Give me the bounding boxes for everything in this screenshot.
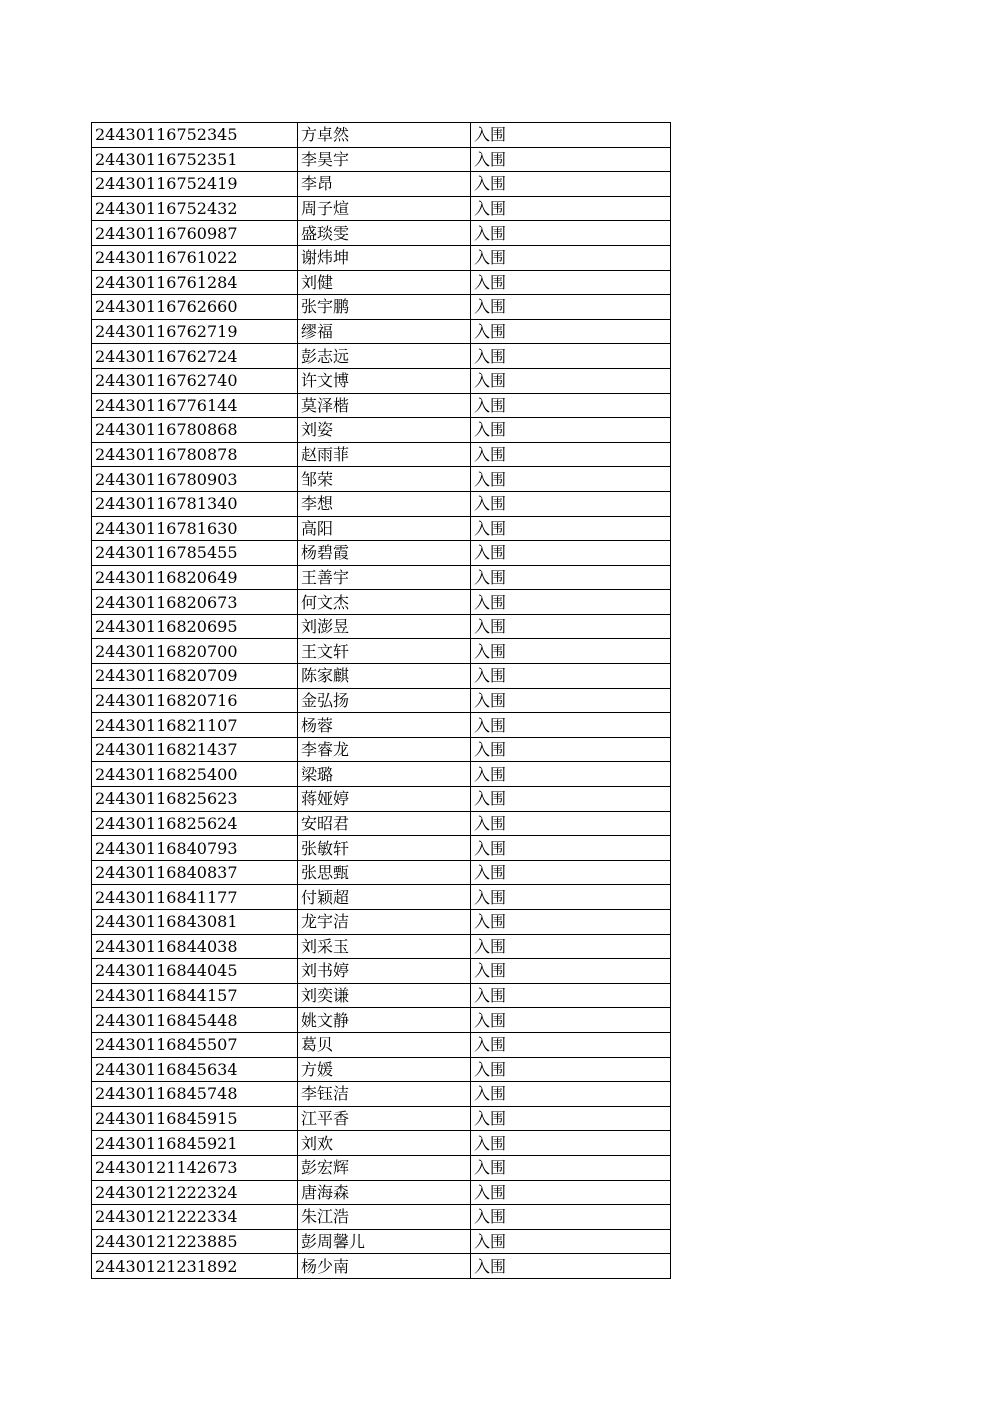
- candidate-name-cell: 周子煊: [298, 196, 471, 221]
- candidate-status-cell: 入围: [471, 1008, 671, 1033]
- table-row: [92, 713, 671, 738]
- candidate-id-cell: 24430116844157: [92, 983, 298, 1008]
- candidate-status-cell: 入围: [471, 910, 671, 935]
- candidate-status-cell: 入围: [471, 639, 671, 664]
- candidate-name-cell: 莫泽楷: [298, 393, 471, 418]
- table-row: [92, 172, 671, 197]
- table-row: [92, 836, 671, 861]
- candidate-id-cell: 24430116821437: [92, 737, 298, 762]
- candidate-status-cell: 入围: [471, 934, 671, 959]
- candidate-id-cell: 24430116841177: [92, 885, 298, 910]
- candidate-id-cell: 24430116762719: [92, 319, 298, 344]
- table-row: [92, 934, 671, 959]
- candidate-status-cell: 入围: [471, 713, 671, 738]
- candidate-id-cell: 24430116762660: [92, 295, 298, 320]
- candidate-id-cell: 24430116820673: [92, 590, 298, 615]
- candidate-name-cell: 刘欢: [298, 1131, 471, 1156]
- candidate-id-cell: 24430116845921: [92, 1131, 298, 1156]
- candidate-id-cell: 24430116845915: [92, 1106, 298, 1131]
- candidate-id-cell: 24430116825400: [92, 762, 298, 787]
- candidate-name-cell: 陈家麒: [298, 664, 471, 689]
- candidate-id-cell: 24430116825624: [92, 811, 298, 836]
- candidate-id-cell: 24430116844038: [92, 934, 298, 959]
- candidate-id-cell: 24430121142673: [92, 1155, 298, 1180]
- candidate-id-cell: 24430116845634: [92, 1057, 298, 1082]
- candidate-id-cell: 24430116762724: [92, 344, 298, 369]
- table-row: [92, 885, 671, 910]
- table-row: [92, 1057, 671, 1082]
- table-row: [92, 688, 671, 713]
- table-row: [92, 1205, 671, 1230]
- candidate-status-cell: 入围: [471, 491, 671, 516]
- candidate-name-cell: 刘书婷: [298, 959, 471, 984]
- candidate-status-cell: 入围: [471, 590, 671, 615]
- candidate-status-cell: 入围: [471, 885, 671, 910]
- candidate-id-cell: 24430116780868: [92, 418, 298, 443]
- candidate-status-cell: 入围: [471, 1254, 671, 1279]
- candidate-name-cell: 刘采玉: [298, 934, 471, 959]
- candidate-id-cell: 24430116845748: [92, 1082, 298, 1107]
- candidate-id-cell: 24430116785455: [92, 541, 298, 566]
- table-row: [92, 1082, 671, 1107]
- candidate-id-cell: 24430116825623: [92, 787, 298, 812]
- candidate-status-cell: 入围: [471, 368, 671, 393]
- candidate-id-cell: 24430116752351: [92, 147, 298, 172]
- table-row: [92, 467, 671, 492]
- table-row: [92, 541, 671, 566]
- candidate-status-cell: 入围: [471, 737, 671, 762]
- candidate-name-cell: 王文轩: [298, 639, 471, 664]
- candidate-name-cell: 朱江浩: [298, 1205, 471, 1230]
- candidate-name-cell: 李钰洁: [298, 1082, 471, 1107]
- candidate-name-cell: 付颖超: [298, 885, 471, 910]
- candidate-name-cell: 刘姿: [298, 418, 471, 443]
- candidate-name-cell: 彭志远: [298, 344, 471, 369]
- candidate-id-cell: 24430121231892: [92, 1254, 298, 1279]
- table-row: [92, 1254, 671, 1279]
- candidate-name-cell: 姚文静: [298, 1008, 471, 1033]
- candidate-status-cell: 入围: [471, 565, 671, 590]
- candidate-name-cell: 王善宇: [298, 565, 471, 590]
- candidate-name-cell: 张思甄: [298, 860, 471, 885]
- candidate-name-cell: 杨碧霞: [298, 541, 471, 566]
- candidate-status-cell: 入围: [471, 1082, 671, 1107]
- candidate-name-cell: 彭周馨儿: [298, 1229, 471, 1254]
- table-row: [92, 787, 671, 812]
- candidate-name-cell: 安昭君: [298, 811, 471, 836]
- table-row: [92, 147, 671, 172]
- candidate-status-cell: 入围: [471, 393, 671, 418]
- candidate-name-cell: 李昊宇: [298, 147, 471, 172]
- table-row: [92, 664, 671, 689]
- table-row: [92, 393, 671, 418]
- candidate-status-cell: 入围: [471, 787, 671, 812]
- candidate-name-cell: 彭宏辉: [298, 1155, 471, 1180]
- candidate-name-cell: 缪福: [298, 319, 471, 344]
- table-row: [92, 910, 671, 935]
- candidate-name-cell: 许文博: [298, 368, 471, 393]
- table-row: [92, 959, 671, 984]
- candidate-name-cell: 杨少南: [298, 1254, 471, 1279]
- candidate-name-cell: 李睿龙: [298, 737, 471, 762]
- table-row: [92, 516, 671, 541]
- candidate-status-cell: 入围: [471, 983, 671, 1008]
- candidate-id-cell: 24430116821107: [92, 713, 298, 738]
- candidate-status-cell: 入围: [471, 1131, 671, 1156]
- candidate-name-cell: 赵雨菲: [298, 442, 471, 467]
- candidate-name-cell: 李想: [298, 491, 471, 516]
- candidate-name-cell: 唐海森: [298, 1180, 471, 1205]
- table-row: [92, 1180, 671, 1205]
- candidate-id-cell: 24430116840837: [92, 860, 298, 885]
- table-row: [92, 983, 671, 1008]
- candidate-status-cell: 入围: [471, 1180, 671, 1205]
- candidate-name-cell: 张敏轩: [298, 836, 471, 861]
- table-row: [92, 344, 671, 369]
- candidate-id-cell: 24430116776144: [92, 393, 298, 418]
- candidate-id-cell: 24430116820709: [92, 664, 298, 689]
- candidate-name-cell: 方媛: [298, 1057, 471, 1082]
- candidate-status-cell: 入围: [471, 836, 671, 861]
- candidate-status-cell: 入围: [471, 860, 671, 885]
- candidate-id-cell: 24430116780878: [92, 442, 298, 467]
- candidate-status-cell: 入围: [471, 172, 671, 197]
- table-row: [92, 221, 671, 246]
- candidate-status-cell: 入围: [471, 1155, 671, 1180]
- table-row: [92, 270, 671, 295]
- candidate-id-cell: 24430116820695: [92, 614, 298, 639]
- candidate-status-cell: 入围: [471, 688, 671, 713]
- table-row: [92, 737, 671, 762]
- candidate-name-cell: 刘奕谦: [298, 983, 471, 1008]
- candidate-status-cell: 入围: [471, 1057, 671, 1082]
- candidate-status-cell: 入围: [471, 196, 671, 221]
- candidate-name-cell: 谢炜坤: [298, 245, 471, 270]
- table-row: [92, 860, 671, 885]
- candidate-status-cell: 入围: [471, 295, 671, 320]
- candidate-id-cell: 24430116820716: [92, 688, 298, 713]
- candidate-name-cell: 高阳: [298, 516, 471, 541]
- candidate-name-cell: 金弘扬: [298, 688, 471, 713]
- table-row: [92, 1106, 671, 1131]
- table-row: [92, 491, 671, 516]
- candidate-id-cell: 24430116845507: [92, 1032, 298, 1057]
- candidate-name-cell: 张宇鹏: [298, 295, 471, 320]
- table-row: [92, 762, 671, 787]
- candidate-id-cell: 24430116752432: [92, 196, 298, 221]
- candidate-name-cell: 江平香: [298, 1106, 471, 1131]
- candidate-status-cell: 入围: [471, 319, 671, 344]
- table-row: [92, 418, 671, 443]
- candidate-id-cell: 24430116781630: [92, 516, 298, 541]
- candidate-id-cell: 24430121222324: [92, 1180, 298, 1205]
- candidate-status-cell: 入围: [471, 664, 671, 689]
- candidate-status-cell: 入围: [471, 811, 671, 836]
- table-row: [92, 245, 671, 270]
- candidate-status-cell: 入围: [471, 1205, 671, 1230]
- table-row: [92, 614, 671, 639]
- candidate-id-cell: 24430116762740: [92, 368, 298, 393]
- candidate-name-cell: 刘健: [298, 270, 471, 295]
- candidate-status-cell: 入围: [471, 442, 671, 467]
- candidate-id-cell: 24430116820649: [92, 565, 298, 590]
- table-row: [92, 368, 671, 393]
- candidate-status-cell: 入围: [471, 123, 671, 148]
- table-row: [92, 1008, 671, 1033]
- candidate-name-cell: 邹荣: [298, 467, 471, 492]
- candidate-status-cell: 入围: [471, 467, 671, 492]
- results-table: [91, 122, 671, 1279]
- results-table-body: [92, 123, 671, 1279]
- candidate-name-cell: 刘澎昱: [298, 614, 471, 639]
- table-row: [92, 123, 671, 148]
- candidate-status-cell: 入围: [471, 762, 671, 787]
- table-row: [92, 1229, 671, 1254]
- candidate-id-cell: 24430116840793: [92, 836, 298, 861]
- candidate-id-cell: 24430116760987: [92, 221, 298, 246]
- table-row: [92, 196, 671, 221]
- table-row: [92, 811, 671, 836]
- candidate-status-cell: 入围: [471, 270, 671, 295]
- candidate-id-cell: 24430121222334: [92, 1205, 298, 1230]
- table-row: [92, 1155, 671, 1180]
- table-row: [92, 1032, 671, 1057]
- candidate-status-cell: 入围: [471, 221, 671, 246]
- candidate-id-cell: 24430116845448: [92, 1008, 298, 1033]
- candidate-name-cell: 葛贝: [298, 1032, 471, 1057]
- candidate-name-cell: 李昂: [298, 172, 471, 197]
- candidate-name-cell: 盛琰雯: [298, 221, 471, 246]
- candidate-status-cell: 入围: [471, 1229, 671, 1254]
- candidate-id-cell: 24430116761022: [92, 245, 298, 270]
- candidate-status-cell: 入围: [471, 245, 671, 270]
- table-row: [92, 1131, 671, 1156]
- candidate-id-cell: 24430116820700: [92, 639, 298, 664]
- table-row: [92, 590, 671, 615]
- table-row: [92, 442, 671, 467]
- table-row: [92, 565, 671, 590]
- candidate-name-cell: 杨蓉: [298, 713, 471, 738]
- candidate-name-cell: 梁璐: [298, 762, 471, 787]
- candidate-status-cell: 入围: [471, 541, 671, 566]
- candidate-status-cell: 入围: [471, 959, 671, 984]
- candidate-status-cell: 入围: [471, 1032, 671, 1057]
- candidate-id-cell: 24430121223885: [92, 1229, 298, 1254]
- candidate-id-cell: 24430116752419: [92, 172, 298, 197]
- candidate-status-cell: 入围: [471, 147, 671, 172]
- candidate-status-cell: 入围: [471, 344, 671, 369]
- candidate-status-cell: 入围: [471, 614, 671, 639]
- candidate-name-cell: 方卓然: [298, 123, 471, 148]
- table-row: [92, 295, 671, 320]
- candidate-id-cell: 24430116844045: [92, 959, 298, 984]
- candidate-id-cell: 24430116761284: [92, 270, 298, 295]
- candidate-status-cell: 入围: [471, 1106, 671, 1131]
- candidate-status-cell: 入围: [471, 516, 671, 541]
- table-row: [92, 319, 671, 344]
- candidate-name-cell: 龙宇洁: [298, 910, 471, 935]
- candidate-id-cell: 24430116843081: [92, 910, 298, 935]
- candidate-name-cell: 何文杰: [298, 590, 471, 615]
- candidate-name-cell: 蒋娅婷: [298, 787, 471, 812]
- candidate-id-cell: 24430116781340: [92, 491, 298, 516]
- candidate-status-cell: 入围: [471, 418, 671, 443]
- candidate-id-cell: 24430116752345: [92, 123, 298, 148]
- candidate-id-cell: 24430116780903: [92, 467, 298, 492]
- table-row: [92, 639, 671, 664]
